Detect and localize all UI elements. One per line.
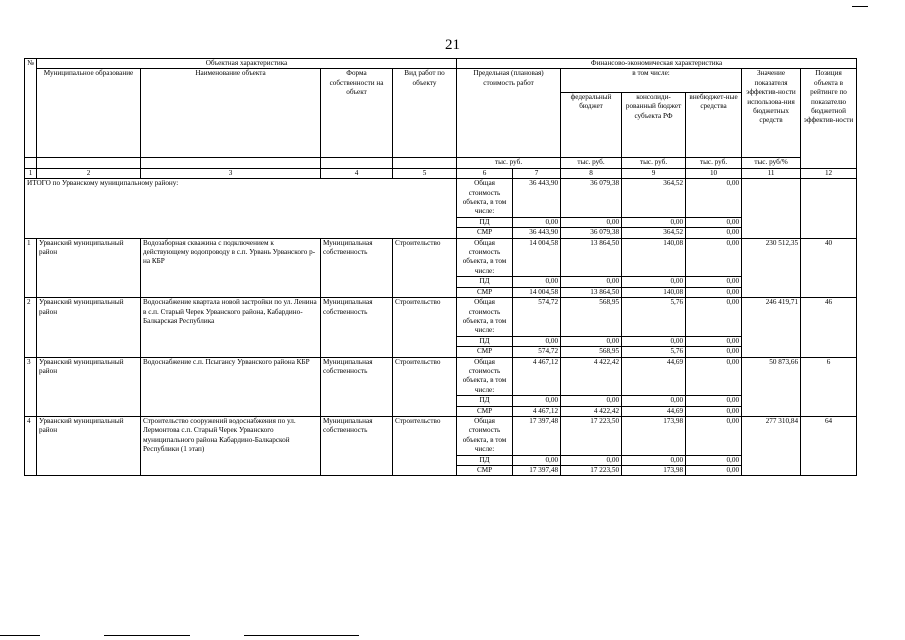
unit-cost: тыс. руб. — [457, 158, 561, 168]
consolidated-value: 5,76 — [622, 347, 686, 357]
header-ownership: Форма собственности на объект — [321, 69, 393, 158]
federal-value: 13 864,50 — [561, 238, 622, 277]
object-number: 1 — [25, 238, 37, 297]
table-row — [25, 238, 857, 277]
object-name-cell: Строительство сооружений водоснабжения по ул. Лермонтова с.п. Старый Черек Урванского муниципального района Кабардино-Балкарской Республики (1 этап) — [141, 416, 321, 475]
header-objective: Объектная характеристика — [37, 59, 457, 69]
indicator-value: 50 873,66 — [742, 357, 801, 416]
total-cost-value: 36 443,90 — [513, 179, 561, 218]
cost-type-label: СМР — [457, 347, 513, 357]
municipality-cell: Урванский муниципальный район — [37, 238, 141, 297]
municipality-cell: Урванский муниципальный район — [37, 357, 141, 416]
federal-value: 0,00 — [561, 336, 622, 346]
extrabudget-value: 0,00 — [686, 277, 742, 287]
cost-type-label: ПД — [457, 277, 513, 287]
cost-type-label: Общая стоимость объекта, в том числе: — [457, 357, 513, 396]
total-cost-value: 0,00 — [513, 396, 561, 406]
col-number: 5 — [393, 168, 457, 178]
total-label: ИТОГО по Урванскому муниципальному району: — [25, 179, 457, 238]
object-name-cell: Водозаборная скважина с подключением к действующему водопроводу в с.п. Урвань Урванского р-на КБР — [141, 238, 321, 297]
rating-value: 6 — [801, 357, 857, 416]
federal-value: 568,95 — [561, 298, 622, 337]
object-number: 3 — [25, 357, 37, 416]
table-row — [25, 416, 857, 455]
extrabudget-value: 0,00 — [686, 179, 742, 218]
federal-value: 0,00 — [561, 277, 622, 287]
total-cost-value: 14 004,58 — [513, 238, 561, 277]
consolidated-value: 364,52 — [622, 179, 686, 218]
municipality-cell: Урванский муниципальный район — [37, 298, 141, 357]
extrabudget-value: 0,00 — [686, 287, 742, 297]
total-row — [25, 179, 857, 218]
object-name-cell: Водоснабжение квартала новой застройки по ул. Ленина в с.п. Старый Черек Урванского района, Кабардино-Балкарская Республика — [141, 298, 321, 357]
header-financial: Финансово-экономическая характеристика — [457, 59, 857, 69]
col-number: 9 — [622, 168, 686, 178]
header-municipality: Муниципальное образование — [37, 69, 141, 158]
header-num: № — [25, 59, 37, 158]
spacer-cell — [321, 158, 393, 168]
table-row — [25, 357, 857, 396]
rating-value: 40 — [801, 238, 857, 297]
total-cost-value: 17 397,48 — [513, 466, 561, 476]
consolidated-value: 173,98 — [622, 466, 686, 476]
cost-type-label: ПД — [457, 336, 513, 346]
ownership-cell: Муниципальная собственность — [321, 416, 393, 475]
consolidated-value: 0,00 — [622, 217, 686, 227]
total-cost-value: 0,00 — [513, 277, 561, 287]
col-number: 7 — [513, 168, 561, 178]
col-number: 12 — [801, 168, 857, 178]
col-number: 11 — [742, 168, 801, 178]
object-name-cell: Водоснабжение с.п. Псыгансу Урванского района КБР — [141, 357, 321, 416]
rating-value: 46 — [801, 298, 857, 357]
header-consolidated: консолиди-рованный бюджет субъекта РФ — [622, 92, 686, 158]
ownership-cell: Муниципальная собственность — [321, 238, 393, 297]
table-row — [25, 298, 857, 337]
extrabudget-value: 0,00 — [686, 455, 742, 465]
federal-value: 568,95 — [561, 347, 622, 357]
total-cost-value: 574,72 — [513, 298, 561, 337]
header-including: в том числе: — [561, 69, 742, 92]
header-object-name: Наименование объекта — [141, 69, 321, 158]
extrabudget-value: 0,00 — [686, 336, 742, 346]
indicator-cell — [742, 179, 801, 238]
federal-value: 36 079,38 — [561, 179, 622, 218]
total-cost-value: 36 443,90 — [513, 228, 561, 238]
col-number: 8 — [561, 168, 622, 178]
cost-type-label: Общая стоимость объекта, в том числе: — [457, 238, 513, 277]
header-federal: федеральный бюджет — [561, 92, 622, 158]
consolidated-value: 0,00 — [622, 396, 686, 406]
extrabudget-value: 0,00 — [686, 416, 742, 455]
federal-value: 13 864,50 — [561, 287, 622, 297]
total-cost-value: 14 004,58 — [513, 287, 561, 297]
total-cost-value: 0,00 — [513, 217, 561, 227]
work-type-cell: Строительство — [393, 238, 457, 297]
rating-value: 64 — [801, 416, 857, 475]
extrabudget-value: 0,00 — [686, 466, 742, 476]
header-indicator: Значение показателя эффектив-ности использова-ния бюджетных средств — [742, 69, 801, 158]
extrabudget-value: 0,00 — [686, 228, 742, 238]
spacer-cell — [393, 158, 457, 168]
spacer-cell — [141, 158, 321, 168]
consolidated-value: 173,98 — [622, 416, 686, 455]
total-cost-value: 4 467,12 — [513, 357, 561, 396]
spacer-cell — [37, 158, 141, 168]
table-body — [25, 179, 857, 476]
spacer-cell — [25, 158, 37, 168]
cost-type-label: СМР — [457, 466, 513, 476]
unit-indicator: тыс. руб/% — [742, 158, 801, 168]
work-type-cell: Строительство — [393, 298, 457, 357]
cost-type-label: ПД — [457, 455, 513, 465]
page-number: 21 — [445, 37, 460, 53]
cost-type-label: Общая стоимость объекта, в том числе: — [457, 416, 513, 455]
work-type-cell: Строительство — [393, 357, 457, 416]
unit-consolidated: тыс. руб. — [622, 158, 686, 168]
indicator-value: 230 512,35 — [742, 238, 801, 297]
cost-type-label: СМР — [457, 228, 513, 238]
federal-value: 4 422,42 — [561, 406, 622, 416]
footer-rule — [0, 635, 40, 636]
extrabudget-value: 0,00 — [686, 357, 742, 396]
cost-type-label: ПД — [457, 217, 513, 227]
federal-value: 0,00 — [561, 217, 622, 227]
extrabudget-value: 0,00 — [686, 298, 742, 337]
unit-extrabudget: тыс. руб. — [686, 158, 742, 168]
col-number: 4 — [321, 168, 393, 178]
extrabudget-value: 0,00 — [686, 406, 742, 416]
col-number: 6 — [457, 168, 513, 178]
total-cost-value: 17 397,48 — [513, 416, 561, 455]
consolidated-value: 0,00 — [622, 455, 686, 465]
cost-type-label: СМР — [457, 406, 513, 416]
federal-value: 17 223,50 — [561, 466, 622, 476]
federal-value: 0,00 — [561, 396, 622, 406]
ownership-cell: Муниципальная собственность — [321, 298, 393, 357]
col-number: 2 — [37, 168, 141, 178]
consolidated-value: 364,52 — [622, 228, 686, 238]
col-number: 10 — [686, 168, 742, 178]
header-extrabudget: внебюджет-ные средства — [686, 92, 742, 158]
extrabudget-value: 0,00 — [686, 238, 742, 277]
header-planned-cost: Предельная (плановая) стоимость работ — [457, 69, 561, 158]
object-number: 4 — [25, 416, 37, 475]
federal-value: 4 422,42 — [561, 357, 622, 396]
cost-type-label: СМР — [457, 287, 513, 297]
consolidated-value: 140,08 — [622, 287, 686, 297]
federal-value: 36 079,38 — [561, 228, 622, 238]
total-cost-value: 0,00 — [513, 455, 561, 465]
footer-rule — [244, 635, 359, 636]
cost-type-label: Общая стоимость объекта, в том числе: — [457, 298, 513, 337]
cost-type-label: Общая стоимость объекта, в том числе: — [457, 179, 513, 218]
indicator-value: 277 310,84 — [742, 416, 801, 475]
extrabudget-value: 0,00 — [686, 217, 742, 227]
work-type-cell: Строительство — [393, 416, 457, 475]
consolidated-value: 5,76 — [622, 298, 686, 337]
object-number: 2 — [25, 298, 37, 357]
rating-cell — [801, 179, 857, 238]
top-rule — [852, 6, 868, 7]
col-number: 3 — [141, 168, 321, 178]
col-number: 1 — [25, 168, 37, 178]
federal-value: 17 223,50 — [561, 416, 622, 455]
ownership-cell: Муниципальная собственность — [321, 357, 393, 416]
unit-federal: тыс. руб. — [561, 158, 622, 168]
header-rating: Позиция объекта в рейтинге по показателю бюджетной эффектив-ности — [801, 69, 857, 168]
cost-type-label: ПД — [457, 396, 513, 406]
indicator-value: 246 419,71 — [742, 298, 801, 357]
consolidated-value: 44,69 — [622, 357, 686, 396]
total-cost-value: 4 467,12 — [513, 406, 561, 416]
extrabudget-value: 0,00 — [686, 347, 742, 357]
financial-table — [24, 58, 857, 476]
extrabudget-value: 0,00 — [686, 396, 742, 406]
consolidated-value: 0,00 — [622, 336, 686, 346]
footer-rule — [104, 635, 190, 636]
federal-value: 0,00 — [561, 455, 622, 465]
consolidated-value: 140,08 — [622, 238, 686, 277]
total-cost-value: 574,72 — [513, 347, 561, 357]
header-work-type: Вид работ по объекту — [393, 69, 457, 158]
total-cost-value: 0,00 — [513, 336, 561, 346]
consolidated-value: 44,69 — [622, 406, 686, 416]
municipality-cell: Урванский муниципальный район — [37, 416, 141, 475]
consolidated-value: 0,00 — [622, 277, 686, 287]
